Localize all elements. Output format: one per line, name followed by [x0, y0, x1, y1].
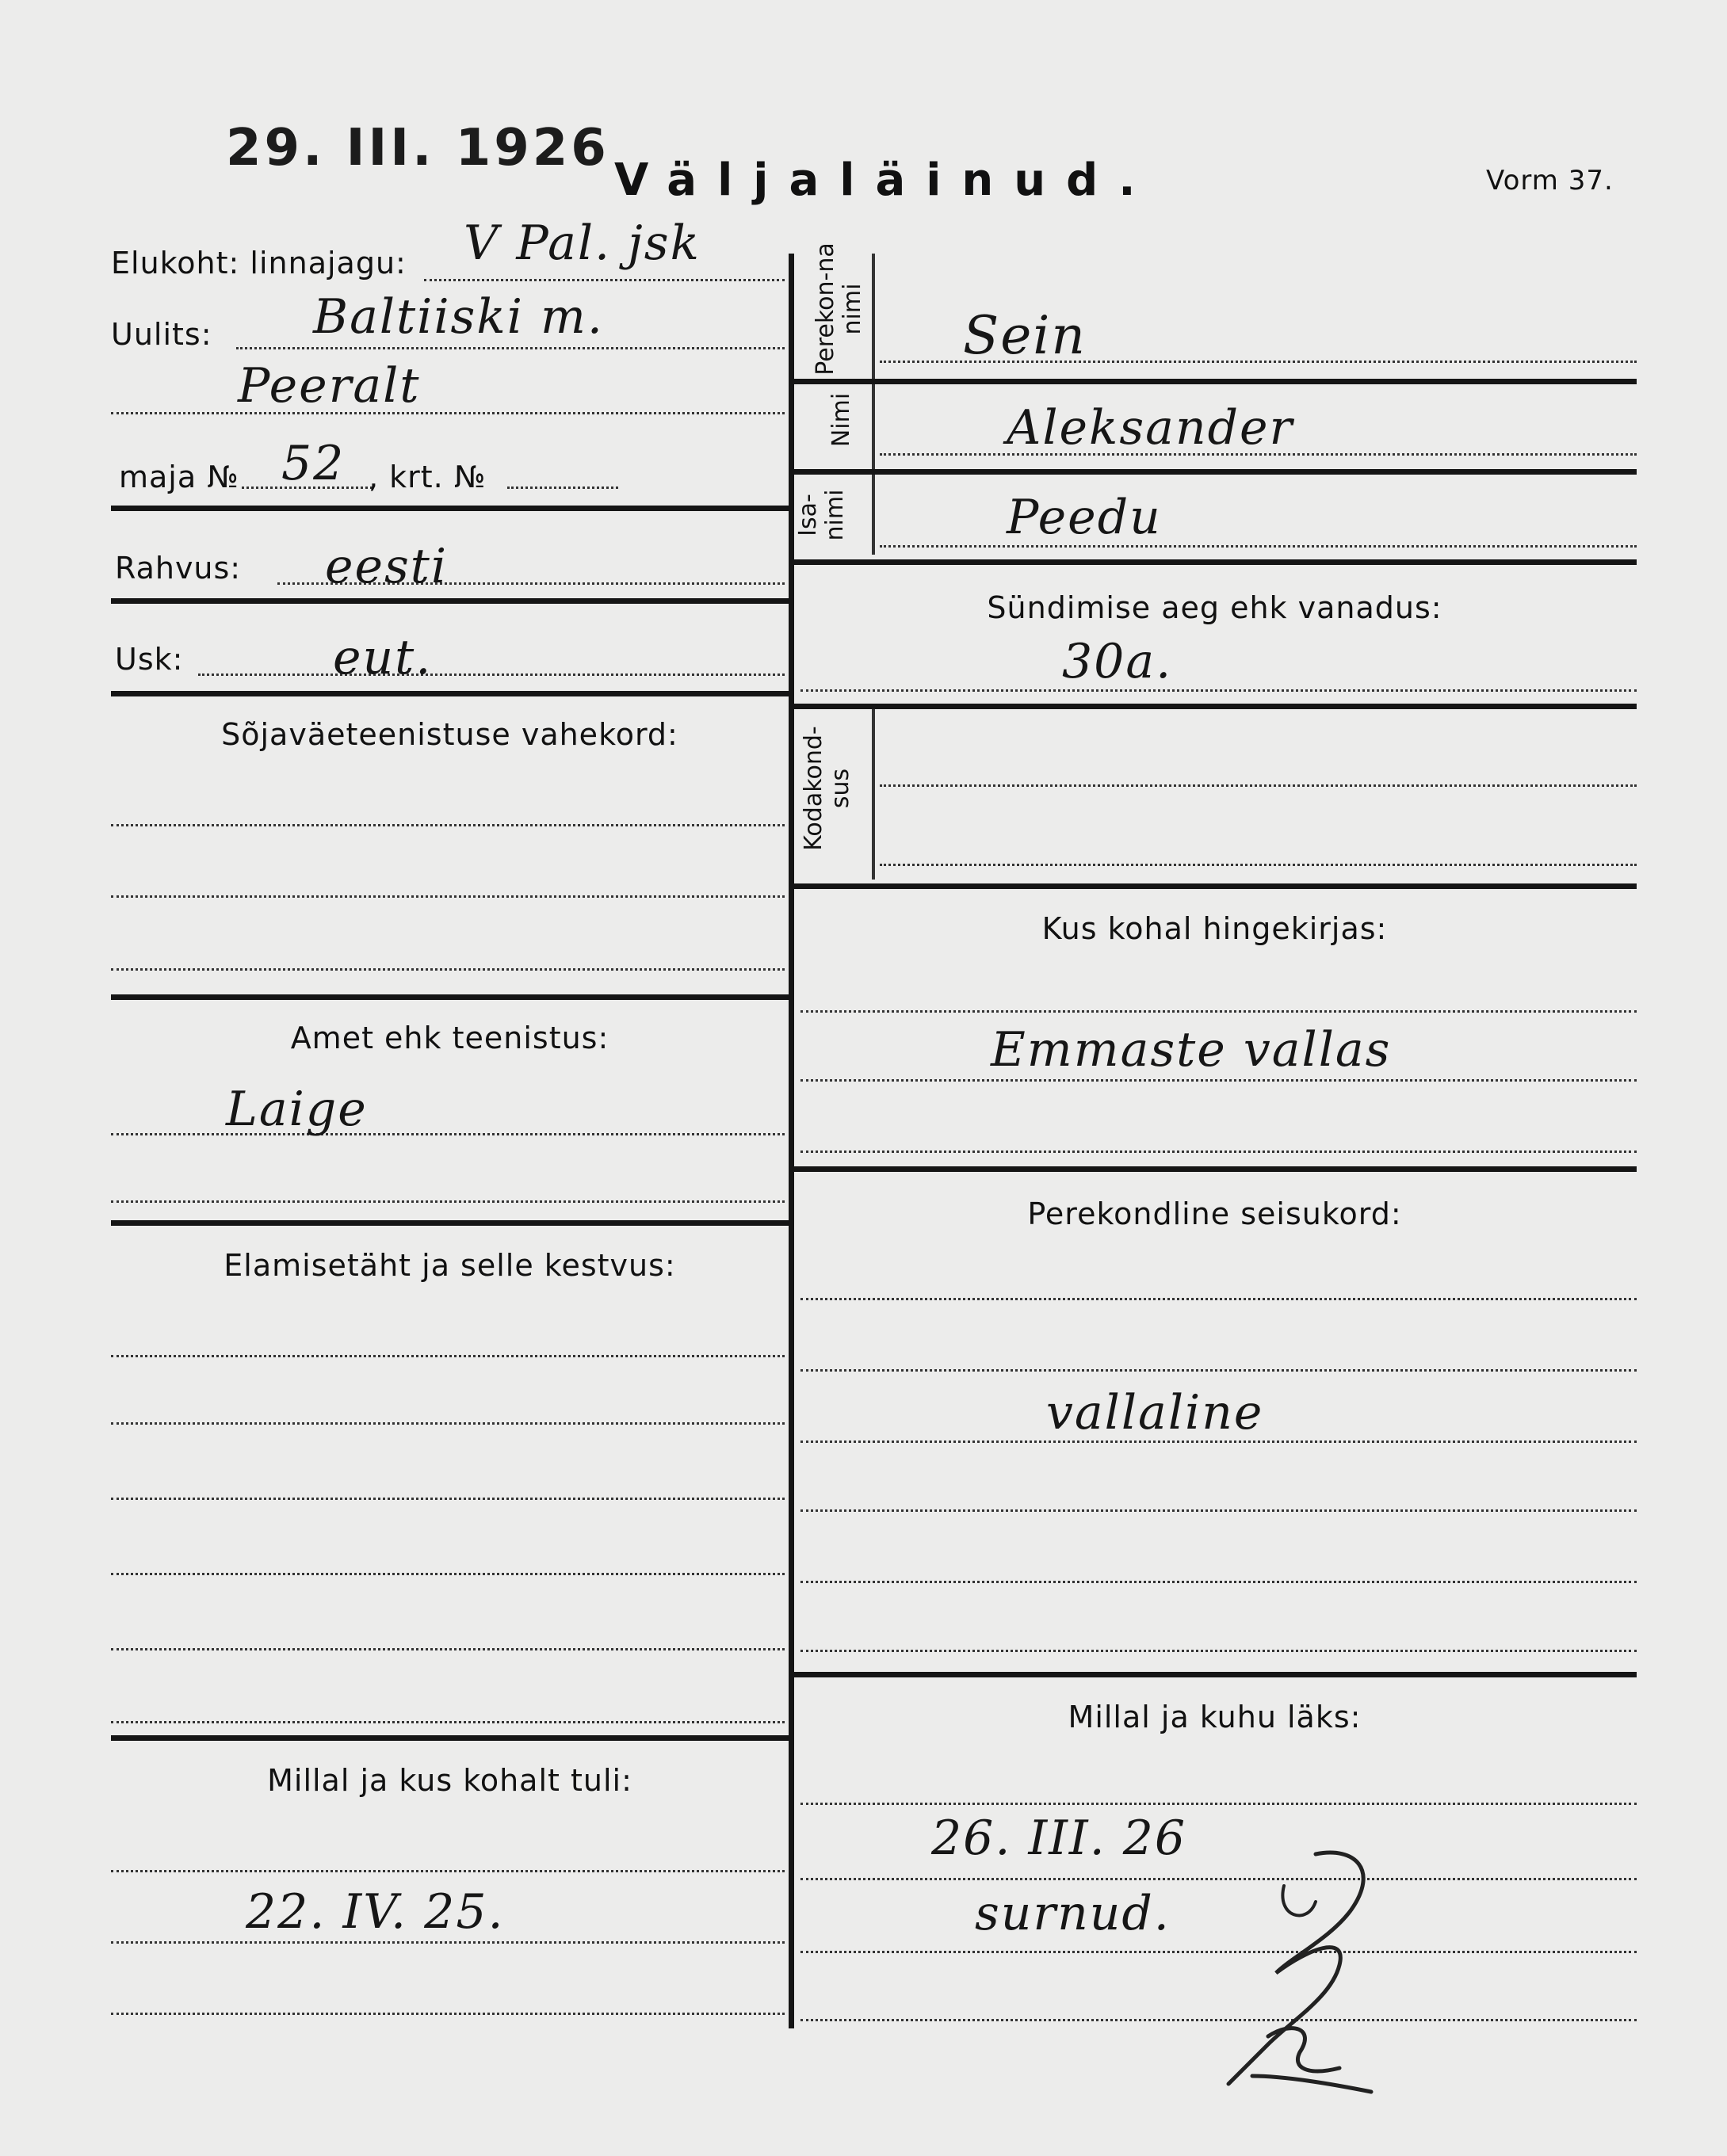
divider-right-5	[793, 883, 1637, 889]
center-divider	[789, 254, 794, 2028]
millal-tuli-value: 22. IV. 25.	[246, 1884, 505, 1940]
sojavae-line-3	[111, 968, 785, 971]
millal-laks-line-2	[800, 1878, 1637, 1880]
hingekirjas-value: Emmaste vallas	[991, 1022, 1392, 1078]
divider-right-4	[793, 704, 1637, 709]
kodakondsus-line-2	[880, 864, 1637, 866]
elukoht-label: Elukoht: linnajagu:	[111, 246, 407, 280]
uulits-value: Baltiiski m.	[313, 289, 604, 345]
millal-tuli-line-1	[111, 1870, 785, 1872]
usk-value: eut.	[333, 630, 433, 685]
divider-right-7	[793, 1672, 1637, 1677]
divider-left-6	[111, 1735, 789, 1741]
elamis-line-1	[111, 1355, 785, 1357]
sundimise-line	[800, 689, 1637, 692]
elamis-line-5	[111, 1648, 785, 1650]
isanimi-line	[880, 545, 1637, 548]
divider-left-4	[111, 994, 789, 1000]
hingekirjas-label: Kus kohal hingekirjas:	[1041, 911, 1388, 946]
date-stamp: 29. III. 1926	[226, 119, 609, 177]
elamis-label: Elamisetäht ja selle kestvus:	[224, 1248, 676, 1283]
millal-laks-label: Millal ja kuhu läks:	[1068, 1700, 1362, 1734]
maja-label: maja №	[119, 460, 239, 494]
divider-left-5	[111, 1220, 789, 1226]
isanimi-value: Peedu	[1007, 490, 1162, 545]
elamis-line-4	[111, 1573, 785, 1575]
perekonnanimi-label: Perekon-na nimi	[812, 242, 866, 376]
kodakondsus-label: Kodakond-sus	[800, 726, 854, 851]
amet-label: Amet ehk teenistus:	[290, 1021, 609, 1055]
hingekirjas-line-1	[800, 1010, 1637, 1013]
sundimise-label: Sündimise aeg ehk vanadus:	[987, 590, 1442, 625]
krt-line	[507, 487, 618, 489]
krt-label: , krt. №	[369, 460, 487, 494]
uulits-line-2	[111, 412, 785, 414]
sojavae-line-1	[111, 824, 785, 826]
maja-value: 52	[281, 436, 346, 491]
uulits-value-2: Peeralt	[238, 358, 421, 414]
divider-right-3	[793, 559, 1637, 565]
divider-right-1	[793, 379, 1637, 384]
kodakondsus-line-1	[880, 784, 1637, 787]
rahvus-label: Rahvus:	[115, 551, 242, 586]
kodakondsus-separator	[872, 709, 875, 880]
millal-laks-line-4	[800, 2019, 1637, 2021]
millal-tuli-line-3	[111, 2013, 785, 2015]
signature	[1221, 1838, 1395, 2100]
amet-line-2	[111, 1200, 785, 1203]
uulits-label: Uulits:	[111, 317, 212, 352]
usk-line	[198, 674, 785, 676]
elamis-line-6	[111, 1721, 785, 1723]
divider-left-2	[111, 598, 789, 604]
rahvus-value: eesti	[325, 539, 449, 594]
form-title: Väljaläinud.	[614, 155, 1156, 206]
seisukord-value: vallaline	[1046, 1385, 1264, 1441]
divider-right-2	[793, 469, 1637, 475]
amet-value: Laige	[226, 1082, 368, 1137]
sojavae-line-2	[111, 895, 785, 898]
millal-tuli-label: Millal ja kus kohalt tuli:	[267, 1763, 632, 1798]
seisukord-label: Perekondline seisukord:	[1027, 1196, 1402, 1231]
millal-tuli-line-2	[111, 1941, 785, 1944]
millal-laks-line-1	[800, 1803, 1637, 1805]
amet-line-1	[111, 1133, 785, 1135]
perekonnanimi-value: Sein	[963, 305, 1087, 366]
divider-right-6	[793, 1166, 1637, 1172]
sojavae-label: Sõjaväeteenistuse vahekord:	[221, 717, 678, 752]
hingekirjas-line-2	[800, 1079, 1637, 1082]
elukoht-line	[424, 279, 785, 281]
hingekirjas-line-3	[800, 1151, 1637, 1153]
nimi-label: Nimi	[827, 392, 855, 448]
seisukord-line-1	[800, 1298, 1637, 1300]
sundimise-value: 30a.	[1062, 634, 1173, 689]
seisukord-line-2	[800, 1369, 1637, 1372]
millal-laks-value-2: surnud.	[975, 1886, 1171, 1941]
elamis-line-3	[111, 1498, 785, 1500]
form-number: Vorm 37.	[1486, 165, 1614, 197]
seisukord-line-3	[800, 1441, 1637, 1443]
isanimi-label: Isa-nimi	[794, 489, 849, 541]
elukoht-value: V Pal. jsk	[464, 216, 701, 271]
divider-left-1	[111, 506, 789, 511]
seisukord-line-6	[800, 1650, 1637, 1652]
divider-left-3	[111, 691, 789, 696]
seisukord-line-5	[800, 1581, 1637, 1583]
usk-label: Usk:	[115, 642, 184, 677]
seisukord-line-4	[800, 1509, 1637, 1512]
millal-laks-value: 26. III. 26	[931, 1811, 1187, 1866]
millal-laks-line-3	[800, 1951, 1637, 1953]
elamis-line-2	[111, 1422, 785, 1425]
uulits-line	[236, 347, 785, 349]
nimi-value: Aleksander	[1007, 400, 1294, 456]
